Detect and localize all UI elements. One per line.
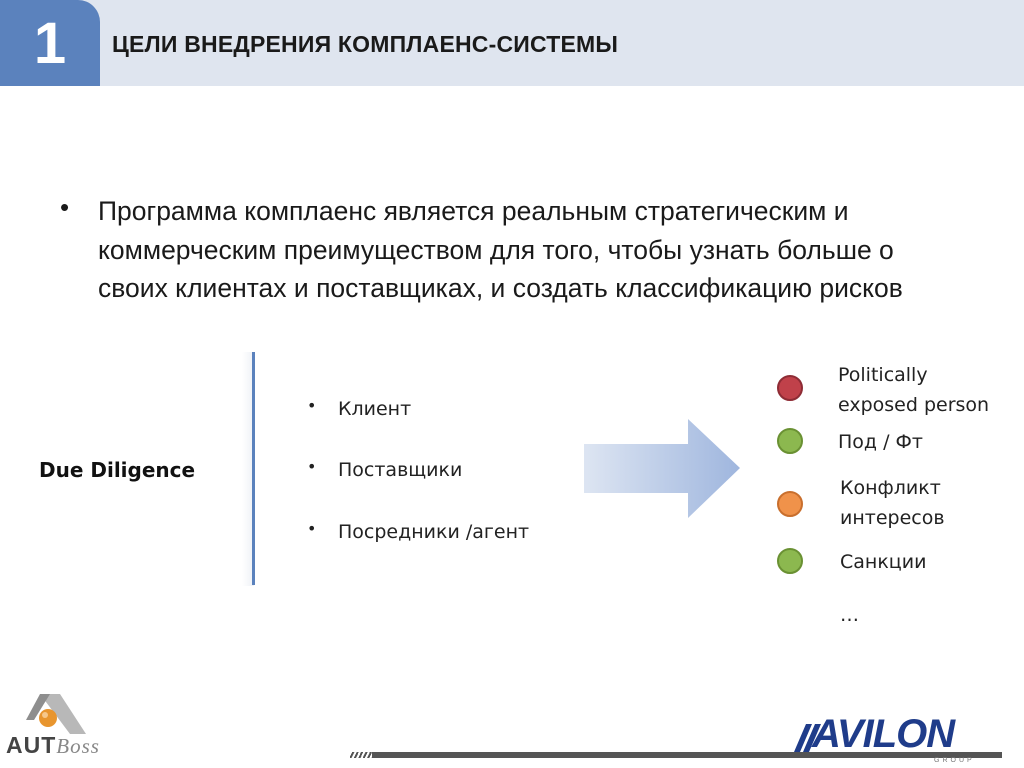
slide-number-badge [0,0,100,86]
due-diligence-label: Due Diligence [39,458,196,482]
risk-indicator-orange [777,491,803,517]
risk-ellipsis: … [840,604,859,626]
risk-label-sanctions: Санкции [840,551,927,573]
right-arrow-icon [584,419,740,518]
risk-indicator-green [777,548,803,574]
vertical-divider [252,352,255,585]
risk-label-pep [838,360,989,420]
risk-label-conflict [840,473,945,533]
avilon-logo-subtext: GROUP [934,757,975,764]
list-item-label: Клиент [338,398,412,420]
autoboss-logo-text [6,732,100,759]
autoboss-logo-part: Boss [56,734,100,758]
risk-label-line: Конфликт [840,477,941,499]
bullet-marker: • [307,457,317,476]
main-bullet-text: Программа комплаенс является реальным стратегическим и коммерческим преимуществом для того, чтобы узнать больше о своих клиентах и поставщиках, и создать классификацию рисков [98,196,903,303]
slide-header [0,0,1024,86]
autoboss-logo-part: AUT [6,732,57,758]
risk-label-line: Politically [838,364,928,386]
bullet-marker: • [307,396,317,415]
risk-label-line: exposed person [838,394,990,416]
risk-indicator-green [777,428,803,454]
list-item-label: Поставщики [338,459,463,481]
risk-label-line: интересов [840,507,945,529]
footer-hatch [350,752,372,758]
list-item-label: Посредники /агент [338,521,530,543]
bullet-marker: • [60,192,70,222]
avilon-logo-text: AVILON [812,712,955,756]
bullet-marker: • [307,519,317,538]
slide-title: ЦЕЛИ ВНЕДРЕНИЯ КОМПЛАЕНС-СИСТЕМЫ [112,31,619,57]
risk-label-aml: Под / Фт [838,431,923,453]
risk-indicator-red [777,375,803,401]
slide-number: 1 [33,11,67,76]
